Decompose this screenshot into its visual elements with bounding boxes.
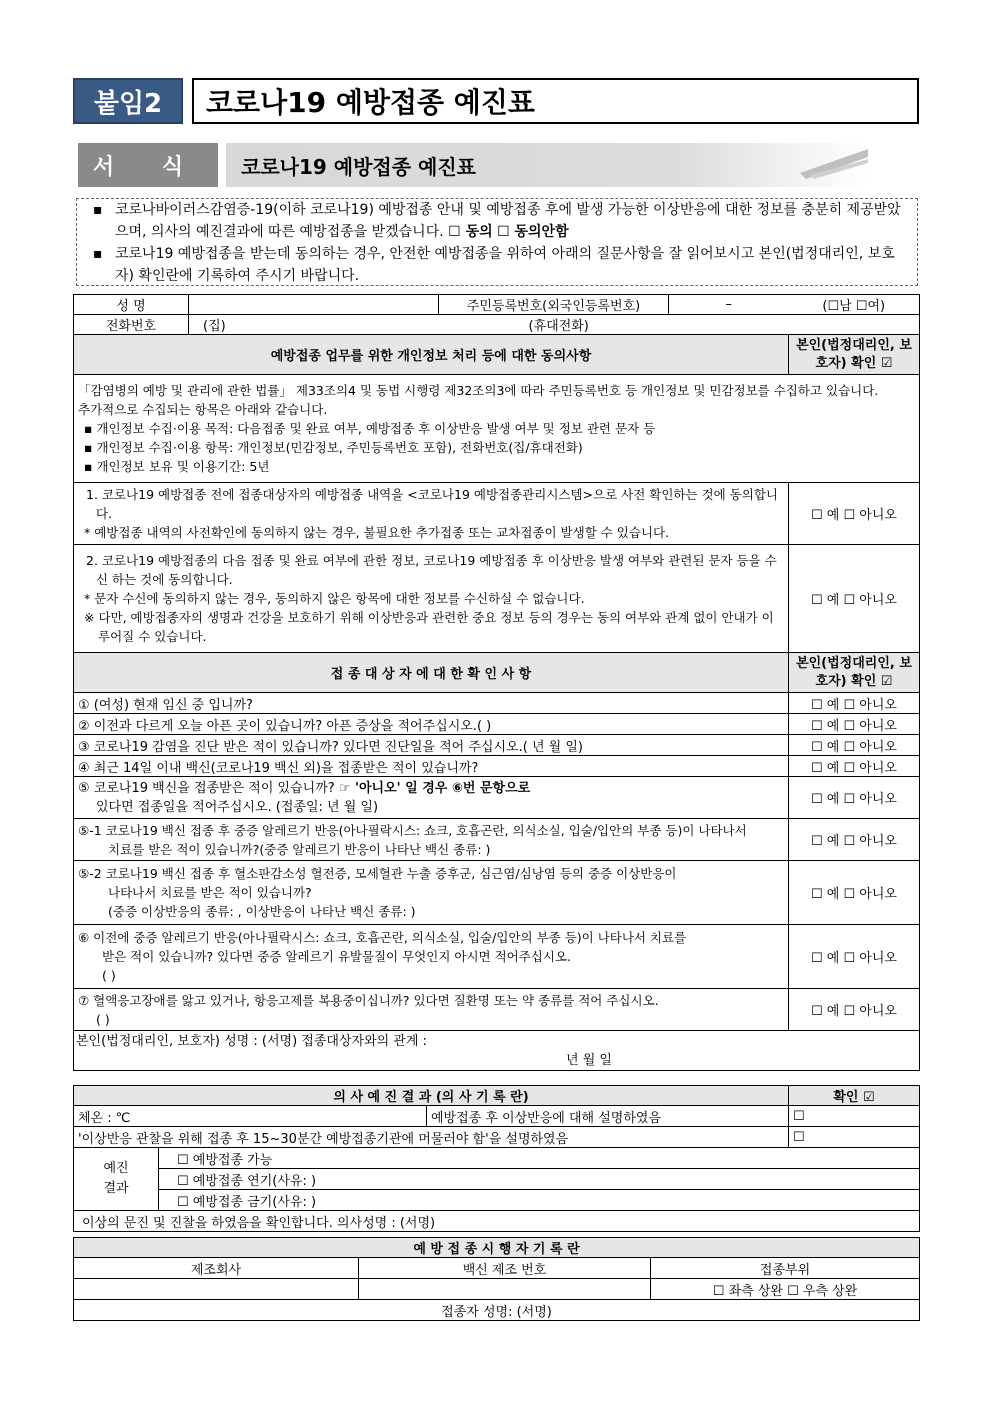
- doctor-table: [73, 1085, 920, 1232]
- consent-header: 예방접종 업무를 위한 개인정보 처리 등에 대한 동의사항: [74, 335, 789, 375]
- consent-item-3: ▪ 개인정보 보유 및 이용기간: 5년: [84, 459, 270, 474]
- phone-label: 전화번호: [74, 315, 189, 335]
- questions-header: 접 종 대 상 자 에 대 한 확 인 사 항: [74, 653, 789, 693]
- exam-result-label-text: 예진 결과: [103, 1161, 129, 1196]
- question-7-line-2: ( ): [96, 1011, 110, 1027]
- question-5-2-line-3: (중증 이상반응의 종류: , 이상반응이 나타난 백신 종류: ): [108, 904, 416, 919]
- explain-reaction-label: 예방접종 후 이상반응에 대해 설명하였음: [427, 1106, 789, 1127]
- manufacturer-field[interactable]: [74, 1279, 359, 1300]
- temperature-field[interactable]: 체온 : ℃: [74, 1106, 427, 1127]
- questions-confirm-header: 본인(법정대리인, 보호자) 확인 ☑: [789, 653, 920, 693]
- exam-result-label: [74, 1148, 159, 1211]
- bullet-icon: ▪: [93, 202, 103, 218]
- question-7-line-1: ⑦ 혈액응고장애를 앓고 있거나, 항응고제를 복용중이십니까? 있다면 질환명 또는 약 종류를 적어 주십시오.: [78, 992, 659, 1008]
- explain-observation-label: '이상반응 관찰을 위해 접종 후 15~30분간 예방접종기관에 머물러야 함'을 설명하였음: [74, 1127, 789, 1148]
- question-5-2-line-1: ⑤-2 코로나19 백신 접종 후 혈소판감소성 혈전증, 모세혈관 누출 증후군, 심근염/심낭염 등의 중증 이상반응이: [78, 866, 677, 881]
- question-5-2-checkbox[interactable]: ☐ 예 ☐ 아니오: [789, 861, 920, 925]
- attachment-tag: 붙임2: [73, 78, 183, 124]
- question-5-1: [74, 819, 789, 861]
- notice-text-2: 코로나19 예방접종을 받는데 동의하는 경우, 안전한 예방접종을 위하여 아래의 질문사항을 잘 읽어보시고 본인(법정대리인, 보호자) 확인란에 기록하여 주시기 바랍니다.: [115, 246, 895, 284]
- manufacturer-label: 제조회사: [74, 1258, 359, 1279]
- rrn-field[interactable]: –: [669, 295, 789, 315]
- examination-table: [73, 294, 920, 1071]
- pen-decoration-icon: [800, 143, 868, 187]
- notice-box: [76, 198, 918, 286]
- question-5-2-line-2: 나타나서 치료를 받은 적이 있습니까?: [108, 885, 312, 900]
- result-option-postpone[interactable]: ☐ 예방접종 연기(사유: ): [159, 1169, 920, 1190]
- question-6: [74, 925, 789, 989]
- result-option-possible[interactable]: ☐ 예방접종 가능: [159, 1148, 920, 1169]
- question-3: ③ 코로나19 감염을 진단 받은 적이 있습니까? 있다면 진단일을 적어 주십시오.( 년 월 일): [74, 735, 789, 756]
- consent-item-2: ▪ 개인정보 수집·이용 항목: 개인정보(민감정보, 주민등록번호 포함), 전화번호(집/휴대전화): [84, 440, 583, 455]
- question-4: ④ 최근 14일 이내 백신(코로나19 백신 외)을 접종받은 적이 있습니까?: [74, 756, 789, 777]
- consent-item-1: ▪ 개인정보 수집·이용 목적: 다음접종 및 완료 여부, 예방접종 후 이상반응 발생 여부 및 정보 관련 문자 등: [84, 421, 656, 436]
- consent-q1-text: 1. 코로나19 예방접종 전에 접종대상자의 예방접종 내역을 <코로나19 예방접종관리시스템>으로 사전 확인하는 것에 동의합니다.: [86, 487, 778, 521]
- subject-signature[interactable]: [74, 1031, 920, 1071]
- document-title: 코로나19 예방접종 예진표: [192, 78, 919, 124]
- question-7: [74, 989, 789, 1031]
- form-tag: 서 식: [78, 143, 218, 187]
- signature-date: 년 월 일: [566, 1052, 612, 1068]
- consent-question-2: [74, 545, 789, 653]
- question-4-checkbox[interactable]: ☐ 예 ☐ 아니오: [789, 756, 920, 777]
- lot-number-label: 백신 제조 번호: [359, 1258, 651, 1279]
- question-2-checkbox[interactable]: ☐ 예 ☐ 아니오: [789, 714, 920, 735]
- question-5-2: [74, 861, 789, 925]
- consent-q2-checkbox[interactable]: ☐ 예 ☐ 아니오: [789, 545, 920, 653]
- result-option-contraindicated[interactable]: ☐ 예방접종 금기(사유: ): [159, 1190, 920, 1211]
- gender-checkbox[interactable]: (☐남 ☐여): [789, 295, 920, 315]
- agree-checkbox[interactable]: ☐ 동의: [448, 224, 493, 240]
- question-6-line-2: 받은 적이 있습니까? 있다면 중증 알레르기 유발물질이 무엇인지 아시면 적어주십시오.: [102, 949, 571, 964]
- executor-table: [73, 1237, 920, 1321]
- disagree-checkbox[interactable]: ☐ 동의안함: [497, 224, 569, 240]
- mobile-phone-field[interactable]: (휴대전화): [439, 315, 920, 335]
- question-3-checkbox[interactable]: ☐ 예 ☐ 아니오: [789, 735, 920, 756]
- consent-q1-note: * 예방접종 내역의 사전확인에 동의하지 않는 경우, 불필요한 추가접종 또는 교차접종이 발생할 수 있습니다.: [84, 525, 670, 540]
- question-5-text: ⑤ 코로나19 백신을 접종받은 적이 있습니까?: [78, 780, 335, 796]
- question-6-line-1: ⑥ 이전에 중증 알레르기 반응(아나필락시스: 쇼크, 호흡곤란, 의식소실, 입술/입안의 부종 등)이 나타나서 치료를: [78, 930, 687, 945]
- question-5: [74, 777, 789, 819]
- notice-text-1: 코로나바이러스감염증-19(이하 코로나19) 예방접종 안내 및 예방접종 후에 발생 가능한 이상반응에 대한 정보를 충분히 제공받았으며, 의사의 예진결과에 따른 예방접종을 받겠습니다.: [115, 202, 901, 240]
- consent-intro: [74, 375, 920, 483]
- notice-item-1: [93, 199, 909, 243]
- name-label: 성 명: [74, 295, 189, 315]
- injection-site-label: 접종부위: [651, 1258, 920, 1279]
- question-5-1-line-1: ⑤-1 코로나19 백신 접종 후 중증 알레르기 반응(아나필락시스: 쇼크, 호흡곤란, 의식소실, 입술/입안의 부종 등)이 나타나서: [78, 822, 747, 838]
- question-6-line-3: ( ): [102, 968, 116, 983]
- question-5-1-line-2: 치료를 받은 적이 있습니까?(중증 알레르기 반응이 나타난 백신 종류: ): [108, 841, 491, 857]
- question-5-date: 있다면 접종일을 적어주십시오. (접종일: 년 월 일): [96, 799, 379, 815]
- question-6-checkbox[interactable]: ☐ 예 ☐ 아니오: [789, 925, 920, 989]
- notice-item-2: [93, 243, 909, 287]
- lot-number-field[interactable]: [359, 1279, 651, 1300]
- question-5-1-checkbox[interactable]: ☐ 예 ☐ 아니오: [789, 819, 920, 861]
- consent-confirm-header: 본인(법정대리인, 보호자) 확인 ☑: [789, 335, 920, 375]
- consent-q2-note-1: * 문자 수신에 동의하지 않는 경우, 동의하지 않은 항목에 대한 정보를 수신하실 수 없습니다.: [84, 591, 585, 606]
- name-field[interactable]: [189, 295, 439, 315]
- question-1: ① (여성) 현재 임신 중 입니까?: [74, 693, 789, 714]
- consent-q2-text: 2. 코로나19 예방접종의 다음 접종 및 완료 여부에 관한 정보, 코로나19 예방접종 후 이상반응 발생 여부와 관련된 문자 등을 수신 하는 것에 동의합니다.: [86, 553, 777, 587]
- form-title: [226, 143, 868, 187]
- executor-signature[interactable]: 접종자 성명: (서명): [74, 1300, 920, 1321]
- consent-intro-2: 추가적으로 수집되는 항목은 아래와 같습니다.: [78, 402, 328, 417]
- explain-observation-checkbox[interactable]: ☐: [789, 1127, 920, 1148]
- injection-site-checkbox[interactable]: ☐ 좌측 상완 ☐ 우측 상완: [651, 1279, 920, 1300]
- rrn-label: 주민등록번호(외국인등록번호): [439, 295, 669, 315]
- bullet-icon: ▪: [93, 246, 103, 262]
- doctor-header: 의 사 예 진 결 과 (의 사 기 록 란): [74, 1086, 789, 1106]
- question-1-checkbox[interactable]: ☐ 예 ☐ 아니오: [789, 693, 920, 714]
- consent-q1-checkbox[interactable]: ☐ 예 ☐ 아니오: [789, 483, 920, 545]
- executor-header: 예 방 접 종 시 행 자 기 록 란: [74, 1238, 920, 1258]
- consent-intro-1: 「감염병의 예방 및 관리에 관한 법률」 제33조의4 및 동법 시행령 제32조의3에 따라 주민등록번호 등 개인정보 및 민감정보를 수집하고 있습니다.: [78, 383, 879, 398]
- home-phone-field[interactable]: (집): [189, 315, 439, 335]
- form-title-text: 코로나19 예방접종 예진표: [241, 154, 476, 179]
- consent-q2-note-2: ※ 다만, 예방접종자의 생명과 건강을 보호하기 위해 이상반응과 관련한 중요 정보 등의 경우는 동의 여부와 관계 없이 안내가 이루어질 수 있습니다.: [84, 610, 774, 644]
- question-2: ② 이전과 다르게 오늘 아픈 곳이 있습니까? 아픈 증상을 적어주십시오.( ): [74, 714, 789, 735]
- question-5-checkbox[interactable]: ☐ 예 ☐ 아니오: [789, 777, 920, 819]
- question-7-checkbox[interactable]: ☐ 예 ☐ 아니오: [789, 989, 920, 1031]
- doctor-confirm-header: 확인 ☑: [789, 1086, 920, 1106]
- doctor-signature[interactable]: 이상의 문진 및 진찰을 하였음을 확인합니다. 의사성명 : (서명): [74, 1211, 920, 1232]
- explain-reaction-checkbox[interactable]: ☐: [789, 1106, 920, 1127]
- subject-signature-line: 본인(법정대리인, 보호자) 성명 : (서명) 접종대상자와의 관계 :: [76, 1033, 427, 1049]
- consent-question-1: [74, 483, 789, 545]
- question-5-note: ☞ '아니오' 일 경우 ⑥번 문항으로: [338, 780, 531, 796]
